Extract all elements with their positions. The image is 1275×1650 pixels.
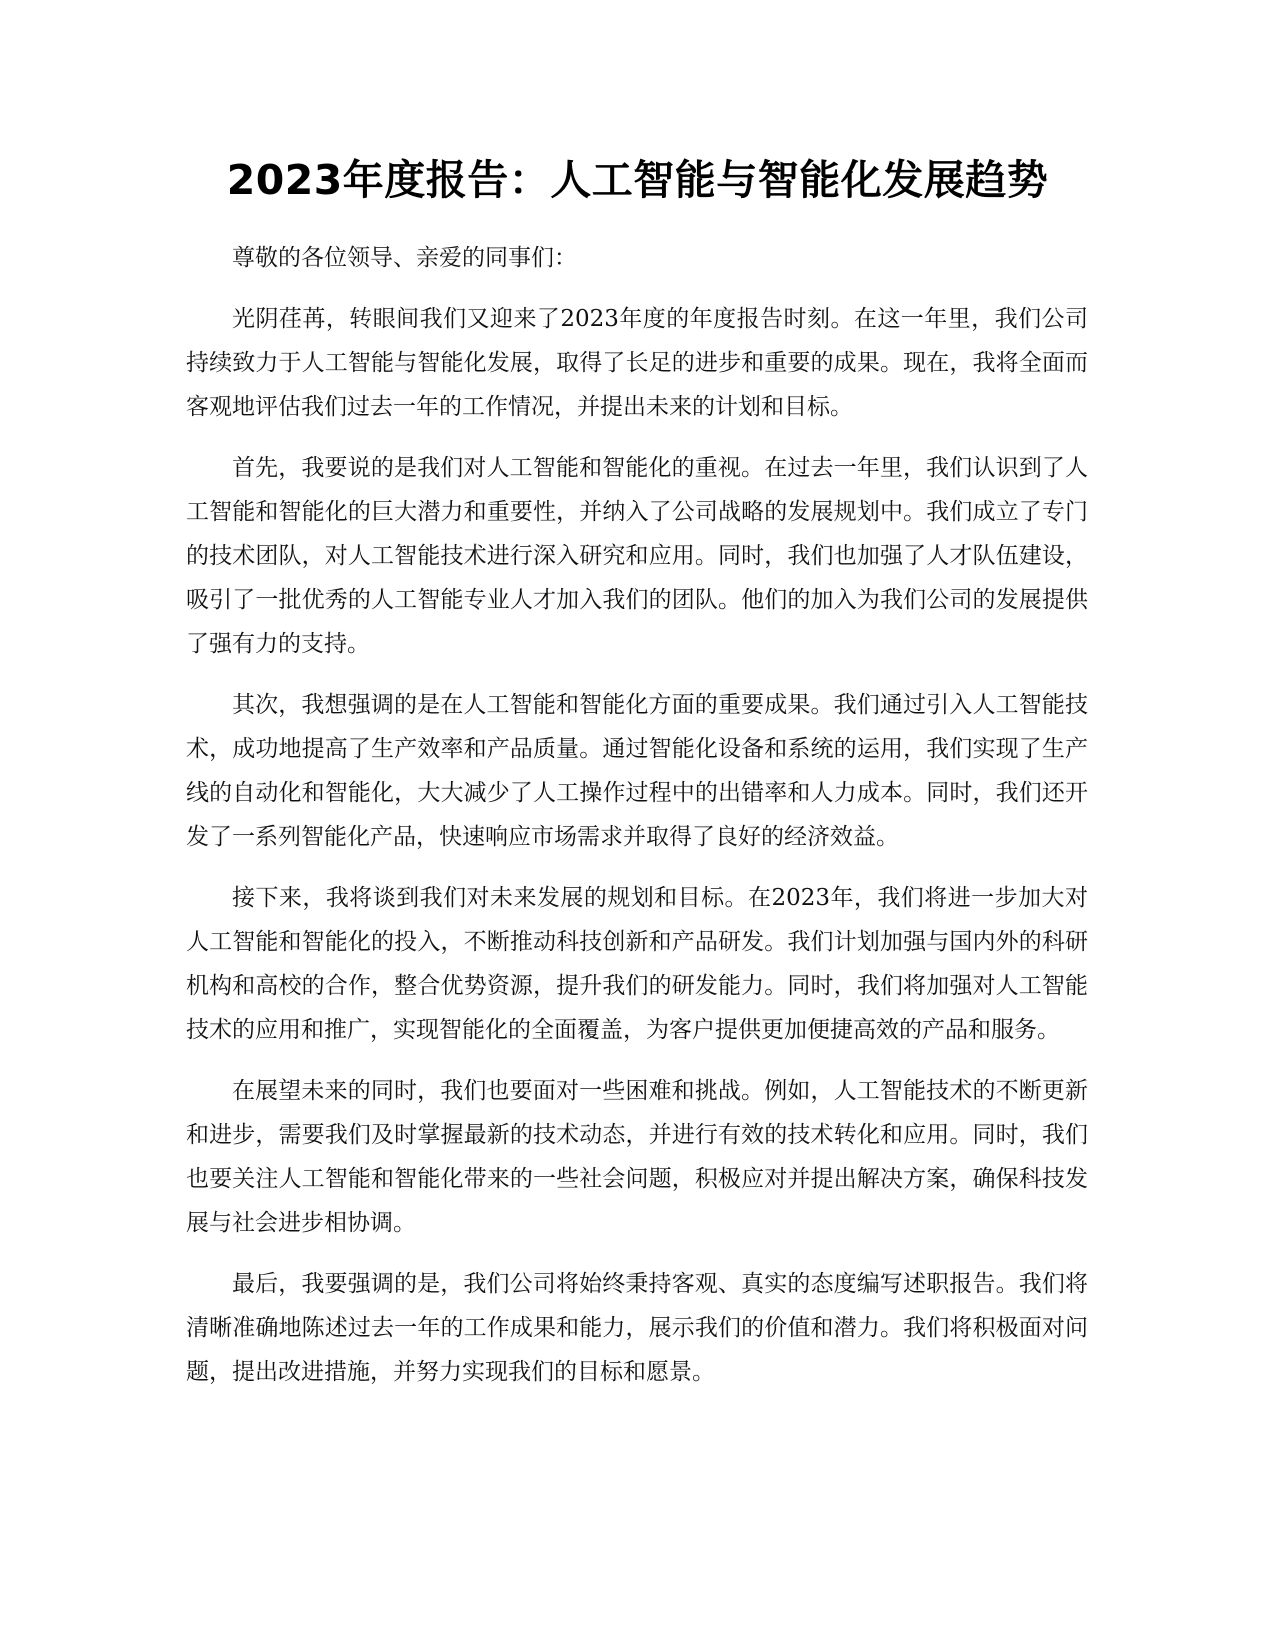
salutation-paragraph: 尊敬的各位领导、亲爱的同事们：: [232, 245, 577, 271]
challenges-paragraph: 在展望未来的同时，我们也要面对一些困难和挑战。例如，人工智能技术的不断更新和进步，需要我们及时掌握最新的技术动态，并进行有效的技术转化和应用。同时，我们也要关注人工智能和智能化带来的一些社会问题，积极应对并提出解决方案，确保科技发展与社会进步相协调。: [186, 1078, 1088, 1236]
emphasis-paragraph: 首先，我要说的是我们对人工智能和智能化的重视。在过去一年里，我们认识到了人工智能和智能化的巨大潜力和重要性，并纳入了公司战略的发展规划中。我们成立了专门的技术团队，对人工智能技术进行深入研究和应用。同时，我们也加强了人才队伍建设，吸引了一批优秀的人工智能专业人才加入我们的团队。他们的加入为我们公司的发展提供了强有力的支持。: [186, 455, 1088, 657]
intro-paragraph: 光阴荏苒，转眼间我们又迎来了2023年度的年度报告时刻。在这一年里，我们公司持续致力于人工智能与智能化发展，取得了长足的进步和重要的成果。现在，我将全面而客观地评估我们过去一年的工作情况，并提出未来的计划和目标。: [186, 306, 1088, 420]
document-body: [186, 236, 1088, 1411]
achievements-paragraph: 其次，我想强调的是在人工智能和智能化方面的重要成果。我们通过引入人工智能技术，成功地提高了生产效率和产品质量。通过智能化设备和系统的运用，我们实现了生产线的自动化和智能化，大大减少了人工操作过程中的出错率和人力成本。同时，我们还开发了一系列智能化产品，快速响应市场需求并取得了良好的经济效益。: [186, 692, 1088, 850]
plans-paragraph: 接下来，我将谈到我们对未来发展的规划和目标。在2023年，我们将进一步加大对人工智能和智能化的投入，不断推动科技创新和产品研发。我们计划加强与国内外的科研机构和高校的合作，整合优势资源，提升我们的研发能力。同时，我们将加强对人工智能技术的应用和推广，实现智能化的全面覆盖，为客户提供更加便捷高效的产品和服务。: [186, 885, 1088, 1043]
closing-paragraph: 最后，我要强调的是，我们公司将始终秉持客观、真实的态度编写述职报告。我们将清晰准确地陈述过去一年的工作成果和能力，展示我们的价值和潜力。我们将积极面对问题，提出改进措施，并努力实现我们的目标和愿景。: [186, 1271, 1088, 1385]
document-title: 2023年度报告：人工智能与智能化发展趋势: [226, 156, 1049, 204]
